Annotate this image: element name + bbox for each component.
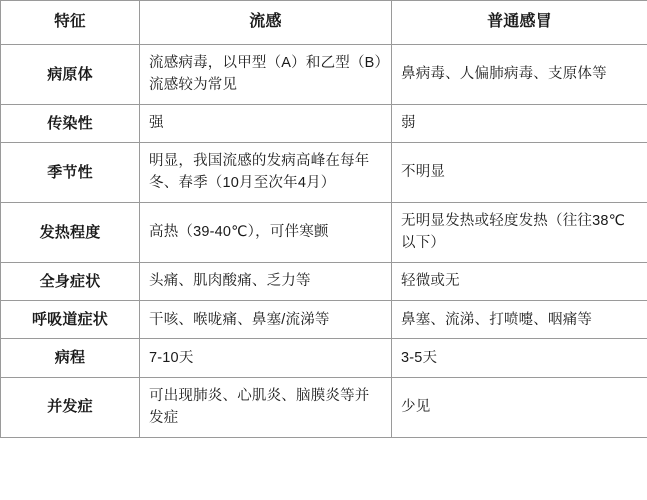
table-row: [1, 44, 647, 104]
cell-flu-pathogen: 流感病毒，以甲型（A）和乙型（B）流感较为常见: [140, 44, 392, 104]
column-header-common-cold: 普通感冒: [392, 1, 647, 45]
row-header-seasonality: 季节性: [1, 142, 140, 202]
row-header-complications: 并发症: [1, 377, 140, 437]
cell-cold-contagiousness: 弱: [392, 104, 647, 142]
table-header: [1, 1, 647, 45]
table-row: [1, 339, 647, 377]
table-row: [1, 262, 647, 300]
cell-cold-respiratory-symptoms: 鼻塞、流涕、打喷嚏、咽痛等: [392, 301, 647, 339]
table-row: [1, 142, 647, 202]
header-row: [1, 1, 647, 45]
cell-cold-systemic-symptoms: 轻微或无: [392, 262, 647, 300]
cell-cold-complications: 少见: [392, 377, 647, 437]
cell-cold-duration: 3-5天: [392, 339, 647, 377]
cell-flu-seasonality: 明显，我国流感的发病高峰在每年冬、春季（10月至次年4月）: [140, 142, 392, 202]
cell-flu-respiratory-symptoms: 干咳、喉咙痛、鼻塞/流涕等: [140, 301, 392, 339]
cell-flu-systemic-symptoms: 头痛、肌肉酸痛、乏力等: [140, 262, 392, 300]
cell-cold-seasonality: 不明显: [392, 142, 647, 202]
table-row: [1, 104, 647, 142]
row-header-duration: 病程: [1, 339, 140, 377]
table-row: [1, 377, 647, 437]
cell-flu-contagiousness: 强: [140, 104, 392, 142]
row-header-systemic-symptoms: 全身症状: [1, 262, 140, 300]
cell-flu-duration: 7-10天: [140, 339, 392, 377]
cell-cold-fever-degree: 无明显发热或轻度发热（往往38℃以下）: [392, 202, 647, 262]
table-row: [1, 202, 647, 262]
cell-flu-fever-degree: 高热（39-40℃），可伴寒颤: [140, 202, 392, 262]
cell-flu-complications: 可出现肺炎、心肌炎、脑膜炎等并发症: [140, 377, 392, 437]
table-body: [1, 44, 647, 437]
row-header-fever-degree: 发热程度: [1, 202, 140, 262]
column-header-feature: 特征: [1, 1, 140, 45]
cell-cold-pathogen: 鼻病毒、人偏肺病毒、支原体等: [392, 44, 647, 104]
row-header-respiratory-symptoms: 呼吸道症状: [1, 301, 140, 339]
column-header-flu: 流感: [140, 1, 392, 45]
row-header-contagiousness: 传染性: [1, 104, 140, 142]
row-header-pathogen: 病原体: [1, 44, 140, 104]
table-row: [1, 301, 647, 339]
